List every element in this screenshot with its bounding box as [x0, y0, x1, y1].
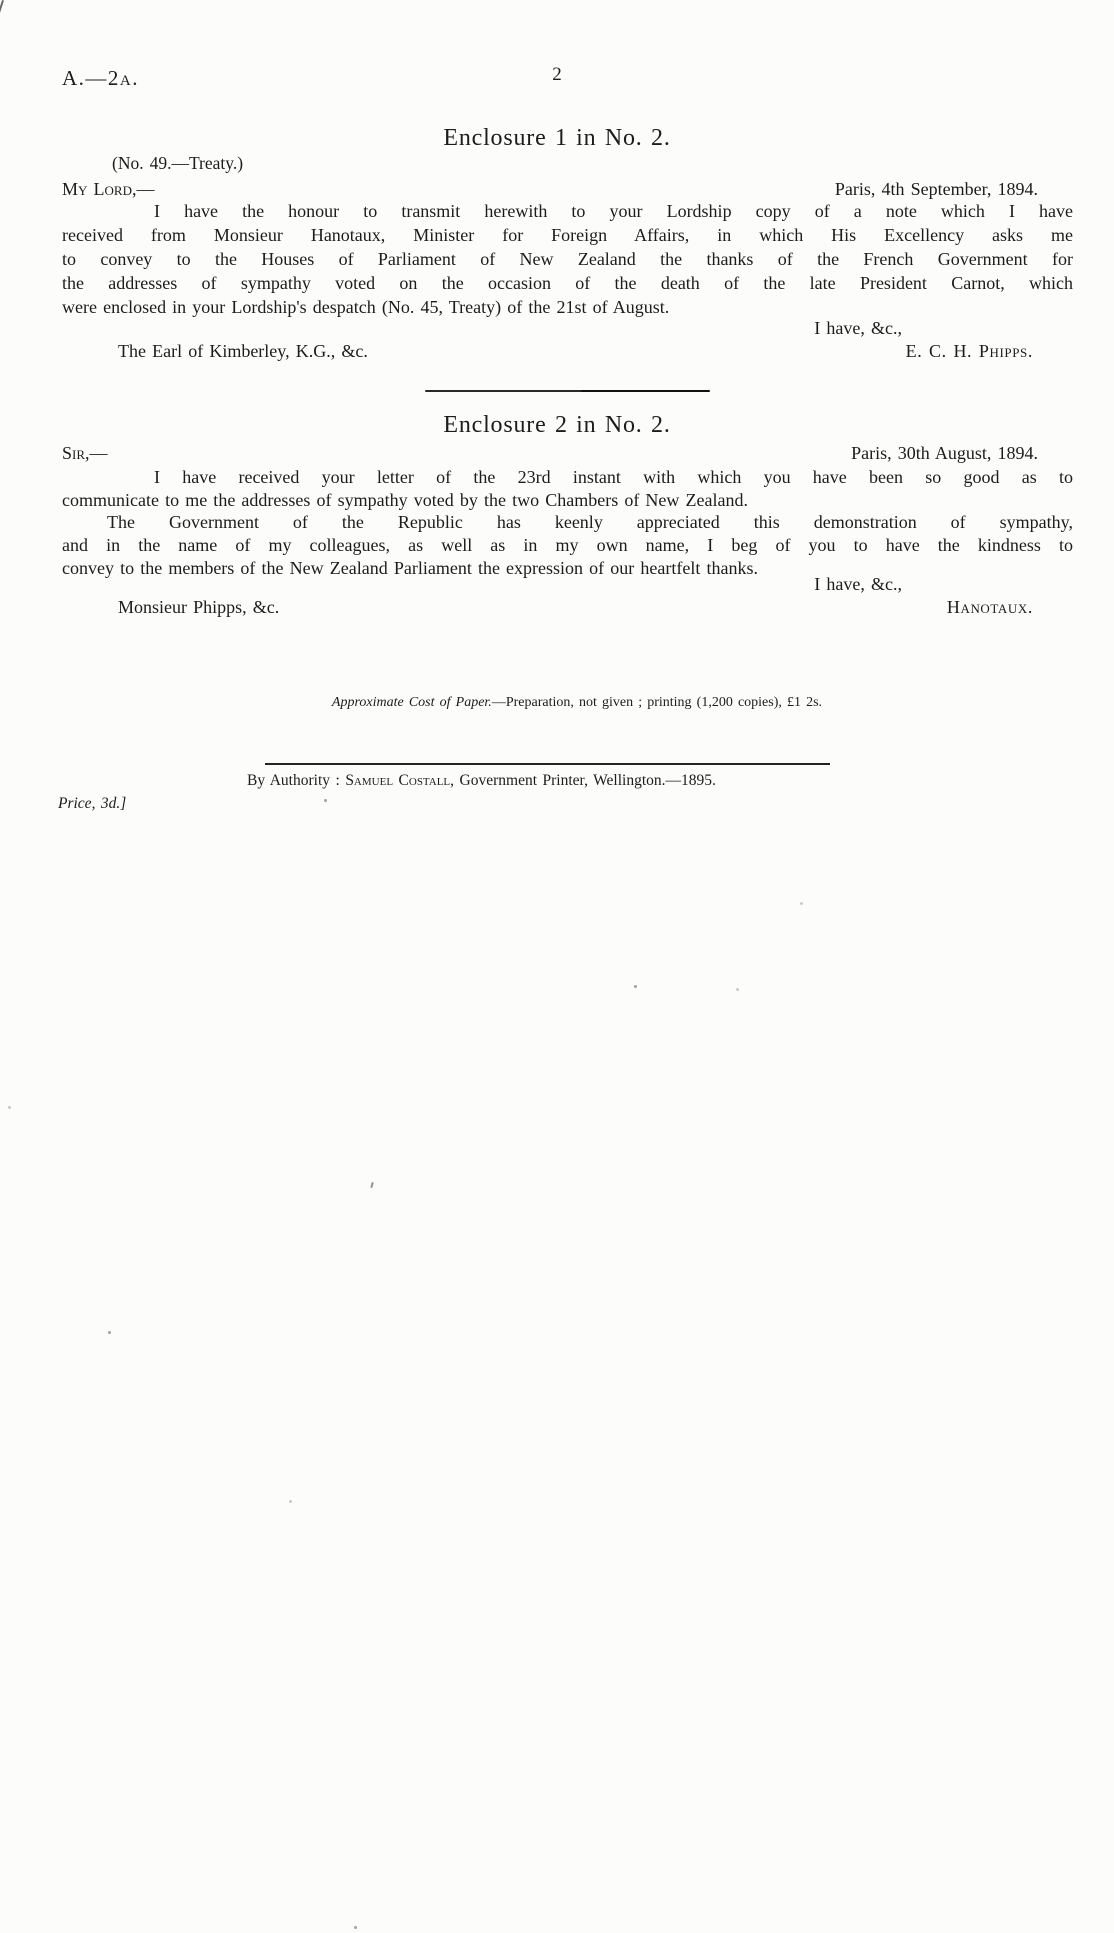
enclosure1-heading: Enclosure 1 in No. 2. — [443, 125, 671, 151]
scan-speck — [108, 1331, 111, 1334]
body-line: I have the honour to transmit herewith to your Lordship copy of a note which I have — [154, 201, 1073, 221]
enclosure1-body — [62, 199, 1073, 319]
scan-speck — [800, 902, 803, 905]
body-line: received from Monsieur Hanotaux, Minister for Foreign Affairs, in which His Excellency asks me — [62, 225, 1073, 245]
approximate-cost-note — [40, 695, 1114, 711]
body-line: to convey to the Houses of Parliament of New Zealand the thanks of the French Government for — [62, 249, 1073, 269]
imprint-suffix: , Government Printer, Wellington.—1895. — [450, 772, 716, 789]
body-line: I have received your letter of the 23rd instant with which you have been so good as to — [154, 467, 1073, 487]
body-line: the addresses of sympathy voted on the occasion of the death of the late President Carnot, which — [62, 273, 1073, 293]
report-series-label: A.—2a. — [62, 66, 139, 90]
scan-speck — [634, 985, 637, 988]
enclosure2-salutation: Sir,— — [62, 443, 108, 463]
imprint-rule — [265, 763, 830, 765]
body-line: The Government of the Republic has keenly appreciated this demonstration of sympathy, — [107, 512, 1073, 532]
scan-speck — [324, 799, 327, 802]
cost-note-text: —Preparation, not given ; printing (1,200 copies), £1 2s. — [491, 695, 823, 710]
enclosure2-heading: Enclosure 2 in No. 2. — [443, 412, 671, 438]
enclosure2-paragraph1 — [62, 466, 1073, 512]
body-line: communicate to me the addresses of sympathy voted by the two Chambers of New Zealand. — [62, 490, 748, 510]
scan-speck — [8, 1106, 11, 1109]
enclosure1-salutation: My Lord,— — [62, 179, 155, 199]
page-number: 2 — [552, 64, 562, 85]
scan-speck — [370, 1182, 373, 1188]
body-line: were enclosed in your Lordship's despatch (No. 45, Treaty) of the 21st of August. — [62, 297, 670, 317]
price-label: Price, 3d.] — [58, 795, 127, 812]
scan-speck — [289, 1500, 292, 1503]
enclosure2-addressee: Monsieur Phipps, &c. — [118, 597, 280, 617]
enclosure1-reference: (No. 49.—Treaty.) — [112, 153, 244, 173]
enclosure2-valediction: I have, &c., — [814, 574, 902, 594]
enclosure1-dateline: Paris, 4th September, 1894. — [834, 179, 1038, 199]
enclosure1-valediction: I have, &c., — [814, 318, 902, 338]
body-line: convey to the members of the New Zealand Parliament the expression of our heartfelt thanks. — [62, 558, 758, 578]
enclosure2-paragraph2 — [62, 511, 1073, 580]
printer-imprint — [247, 772, 716, 790]
imprint-printer-name: Samuel Costall — [345, 772, 451, 789]
scan-speck — [354, 1926, 357, 1929]
enclosure-divider-rule — [425, 390, 710, 392]
body-line: and in the name of my colleagues, as well as in my own name, I beg of you to have the kindness to — [62, 535, 1073, 555]
scan-speck — [736, 988, 739, 991]
scan-artifact-stroke — [0, 0, 4, 13]
enclosure1-addressee: The Earl of Kimberley, K.G., &c. — [118, 341, 368, 361]
cost-note-label: Approximate Cost of Paper. — [331, 695, 492, 710]
enclosure1-signature: E. C. H. Phipps. — [905, 341, 1033, 361]
enclosure2-dateline: Paris, 30th August, 1894. — [851, 443, 1038, 463]
imprint-prefix: By Authority : — [247, 772, 346, 789]
enclosure2-signature: Hanotaux. — [946, 597, 1033, 617]
